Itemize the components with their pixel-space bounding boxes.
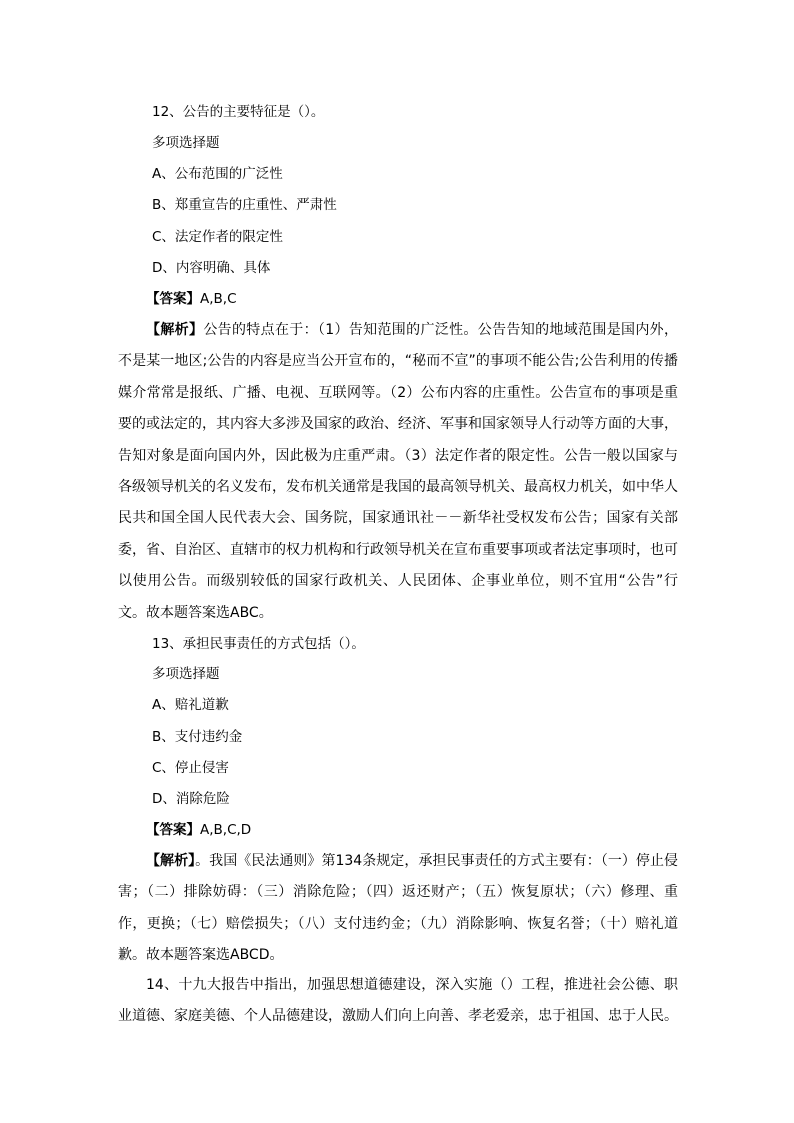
answer-value: A,B,C,D (200, 822, 252, 838)
question-12-type: 多项选择题 (152, 135, 220, 151)
question-13-answer (146, 822, 251, 838)
analysis-label: 【解析】 (146, 853, 196, 869)
analysis-text: 。我国《民法通则》第134条规定，承担民事责任的方式主要有：（一）停止侵害；（二）排除妨碍：（三）消除危险；（四）返还财产；（五）恢复原状；（六）修理、重作，更换；（七）赔偿损失；（八）支付违约金；（九）消除影响、恢复名誉；（十）赔礼道歉。故本题答案选ABCD。 (118, 853, 678, 964)
question-12-analysis (118, 315, 678, 629)
question-12-option-c: C、法定作者的限定性 (152, 229, 283, 245)
question-13-title: 13、承担民事责任的方式包括（）。 (152, 636, 365, 652)
answer-label: 【答案】 (146, 822, 200, 838)
answer-value: A,B,C (200, 291, 237, 307)
question-13-option-a: A、赔礼道歉 (152, 697, 229, 713)
question-12-option-d: D、内容明确、具体 (152, 260, 271, 276)
question-13-option-d: D、消除危险 (152, 791, 230, 807)
question-12-title: 12、公告的主要特征是（）。 (152, 104, 325, 120)
question-12-option-b: B、郑重宣告的庄重性、严肃性 (152, 197, 337, 213)
question-12-answer (146, 291, 237, 307)
question-13-option-c: C、停止侵害 (152, 760, 229, 776)
analysis-label: 【解析】 (146, 322, 204, 338)
question-13-analysis (118, 846, 678, 972)
question-13-option-b: B、支付违约金 (152, 729, 243, 745)
answer-label: 【答案】 (146, 291, 200, 307)
question-12-option-a: A、公布范围的广泛性 (152, 166, 283, 182)
question-13-type: 多项选择题 (152, 666, 220, 682)
question-14-text: 14、十九大报告中指出，加强思想道德建设，深入实施（）工程，推进社会公德、职业道德、家庭美德、个人品德建设，激励人们向上向善、孝老爱亲，忠于祖国、忠于人民。 (118, 977, 678, 1025)
analysis-text: 公告的特点在于：（1）告知范围的广泛性。公告告知的地域范围是国内外，不是某一地区;公告的内容是应当公开宣布的，“秘而不宣”的事项不能公告;公告利用的传播媒介常常是报纸、广播、电视、互联网等。（2）公布内容的庄重性。公告宣布的事项是重要的或法定的，其内容大多涉及国家的政治、经济、军事和国家领导人行动等方面的大事，告知对象是面向国内外，因此极为庄重严肃。（3）法定作者的限定性。公告一般以国家与各级领导机关的名义发布，发布机关通常是我国的最高领导机关、最高权力机关，如中华人民共和国全国人民代表大会、国务院，国家通讯社－－新华社受权发布公告；国家有关部委，省、自治区、直辖市的权力机构和行政领导机关在宣布重要事项或者法定事项时，也可以使用公告。而级别较低的国家行政机关、人民团体、企事业单位，则不宜用“公告”行文。故本题答案选ABC。 (118, 322, 679, 621)
